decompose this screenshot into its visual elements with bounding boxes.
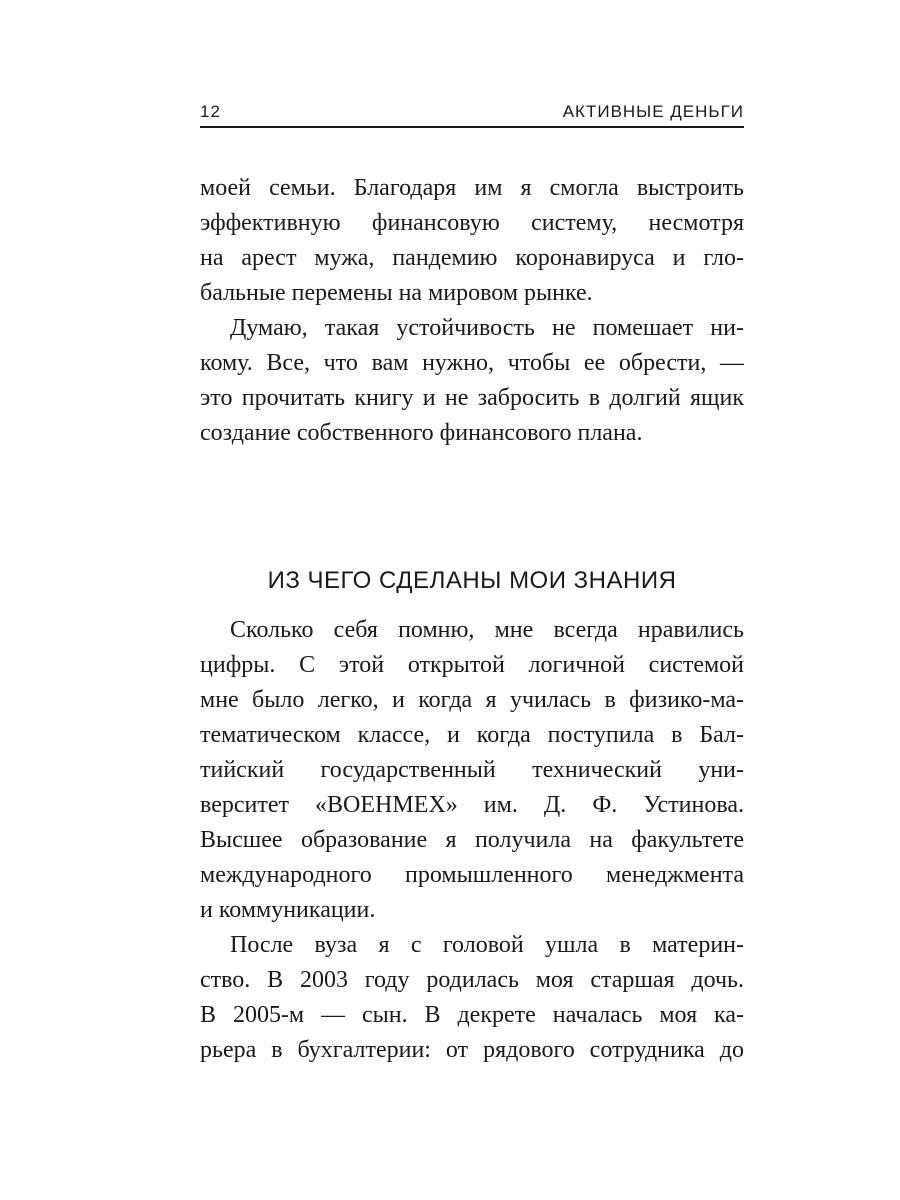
text-line: В 2005-м — сын. В декрете началась моя ка- [200, 1002, 744, 1028]
text-line: бальные перемены на мировом рынке. [200, 280, 593, 306]
text-line: это прочитать книгу и не забросить в долгий ящик [200, 385, 744, 411]
text-line: Высшее образование я получила на факультете [200, 827, 744, 853]
text-line: международного промышленного менеджмента [200, 862, 744, 888]
text-line: Думаю, такая устойчивость не помешает ни- [230, 315, 744, 341]
text-line: эффективную финансовую систему, несмотря [200, 210, 744, 236]
text-line: ство. В 2003 году родилась моя старшая дочь. [200, 967, 744, 993]
text-line: кому. Все, что вам нужно, чтобы ее обрести, — [200, 350, 744, 376]
text-line: После вуза я с головой ушла в материн- [230, 932, 744, 958]
text-line: Сколько себя помню, мне всегда нравились [230, 617, 744, 643]
text-line: рьера в бухгалтерии: от рядового сотрудника до [200, 1037, 744, 1063]
text-line: верситет «ВОЕНМЕХ» им. Д. Ф. Устинова. [200, 792, 744, 818]
text-line: тематическом классе, и когда поступила в Бал- [200, 722, 744, 748]
text-line: моей семьи. Благодаря им я смогла выстроить [200, 175, 744, 201]
text-line: мне было легко, и когда я училась в физико-ма- [200, 687, 744, 713]
running-header [200, 100, 744, 128]
text-line: на арест мужа, пандемию коронавируса и гло- [200, 245, 744, 271]
running-title: АКТИВНЫЕ ДЕНЬГИ [562, 102, 744, 121]
text-line: и коммуникации. [200, 897, 376, 923]
text-line: тийский государственный технический уни- [200, 757, 744, 783]
section-heading: ИЗ ЧЕГО СДЕЛАНЫ МОИ ЗНАНИЯ [267, 567, 677, 594]
text-line: создание собственного финансового плана. [200, 420, 643, 446]
text-line: цифры. С этой открытой логичной системой [200, 652, 744, 678]
page-number: 12 [200, 102, 221, 121]
